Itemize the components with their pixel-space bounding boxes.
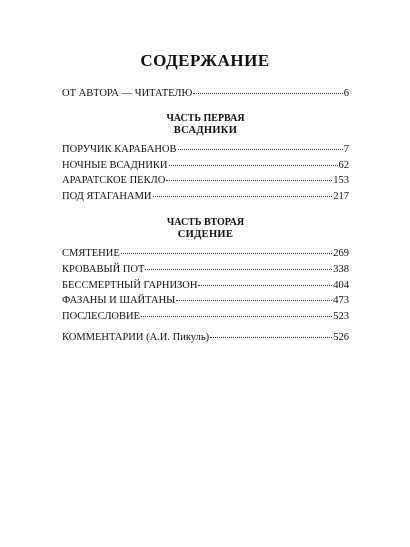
page-title: СОДЕРЖАНИЕ: [140, 51, 270, 70]
leader-dots: [166, 180, 332, 181]
toc-entry-label: ОТ АВТОРА — ЧИТАТЕЛЮ: [62, 88, 193, 99]
toc-entry[interactable]: [62, 309, 349, 325]
toc-entry[interactable]: [62, 278, 349, 294]
leader-dots: [121, 253, 333, 254]
toc-entry-label: ФАЗАНЫ И ШАЙТАНЫ: [62, 295, 176, 307]
part-heading-1: [62, 113, 349, 137]
toc-entry[interactable]: [62, 189, 349, 205]
part-title: СИДЕНИЕ: [177, 228, 234, 240]
toc-entry-label: КРОВАВЫЙ ПОТ: [62, 263, 145, 275]
toc-entry-label: АРАРАТСКОЕ ПЕКЛО: [62, 175, 166, 187]
leader-dots: [141, 316, 332, 317]
toc-entry[interactable]: [62, 246, 349, 262]
leader-dots: [198, 285, 332, 286]
toc-entry-preface[interactable]: [62, 86, 349, 102]
toc-entry-comments[interactable]: [62, 330, 349, 346]
leader-dots: [145, 269, 332, 270]
part-heading-2: [62, 217, 349, 241]
leader-dots: [153, 196, 333, 197]
toc-entry[interactable]: [62, 262, 349, 278]
table-of-contents: [62, 86, 349, 346]
toc-entry-page: 6: [343, 88, 349, 99]
leader-dots: [193, 93, 342, 94]
toc-entry[interactable]: [62, 173, 349, 189]
toc-entry[interactable]: [62, 158, 349, 174]
toc-entry-page: 526: [333, 331, 349, 343]
toc-entry-label: НОЧНЫЕ ВСАДНИКИ: [62, 159, 168, 171]
toc-entry-page: 217: [333, 191, 349, 203]
toc-entry-page: 473: [333, 295, 349, 307]
toc-entry-page: 404: [333, 279, 349, 291]
leader-dots: [178, 149, 343, 150]
toc-entry-page: 269: [333, 247, 349, 259]
toc-entry-page: 7: [343, 143, 349, 155]
toc-entry-label: ПОСЛЕСЛОВИЕ: [62, 311, 141, 323]
toc-entry-label: БЕССМЕРТНЫЙ ГАРНИЗОН: [62, 279, 198, 291]
toc-entry-page: 153: [333, 175, 349, 187]
part-title: ВСАДНИКИ: [173, 124, 238, 136]
toc-entry-label: ПОРУЧИК КАРАБАНОВ: [62, 143, 177, 155]
toc-entry-label: СМЯТЕНИЕ: [62, 247, 120, 259]
part-number: ЧАСТЬ ВТОРАЯ: [166, 216, 245, 228]
leader-dots: [169, 165, 338, 166]
toc-entry-page: 62: [338, 159, 349, 171]
toc-entry-label: КОММЕНТАРИИ (А.И. Пикуль): [62, 331, 210, 343]
leader-dots: [210, 337, 332, 338]
toc-entry[interactable]: [62, 142, 349, 158]
toc-entry[interactable]: [62, 293, 349, 309]
toc-entry-page: 338: [333, 263, 349, 275]
part-number: ЧАСТЬ ПЕРВАЯ: [166, 112, 245, 124]
leader-dots: [176, 300, 332, 301]
toc-entry-page: 523: [333, 311, 349, 323]
toc-entry-label: ПОД ЯТАГАНАМИ: [62, 191, 152, 203]
